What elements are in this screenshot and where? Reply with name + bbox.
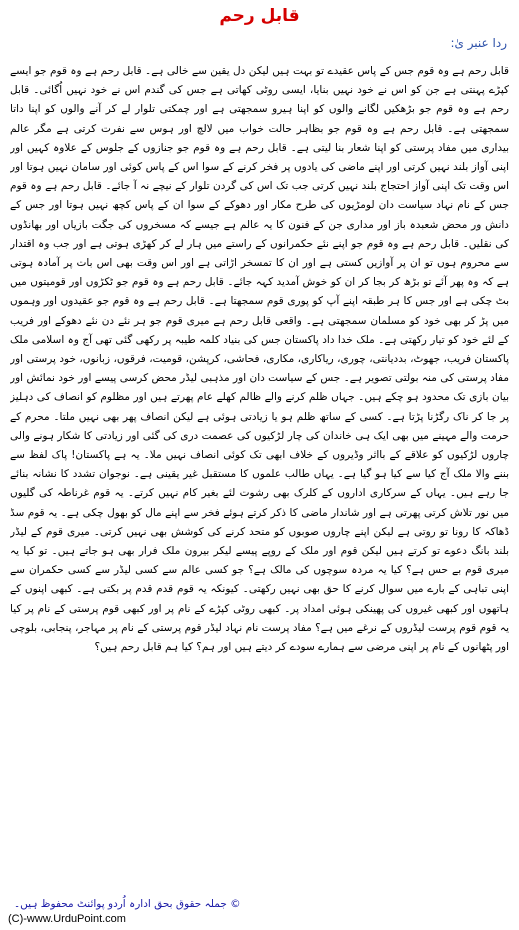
site-credit: (C)-www.UrduPoint.com — [8, 913, 126, 925]
author-name: ردا عنبر یٰ: — [450, 36, 507, 50]
copyright-notice: © جملہ حقوق بحق ادارہ اُردو پوائنٹ محفوظ ہیں۔ — [14, 898, 241, 910]
article-body — [10, 62, 509, 894]
article-paragraph: قابل رحم ہے وہ قوم جس کے پاس عقیدے تو بہت ہیں لیکن دل یقین سے خالی ہے۔ قابل رحم ہے وہ قوم جو ایسے کپڑے پہنتی ہے جن کو اس نے خود نہیں بنایا، ایسی روٹی کھاتی ہے جس کی گندم اس نے خود نہیں اُگائی۔ قابل رحم ہے وہ قوم جو بڑھکیں لگانے والوں کو اپنا ہیرو سمجھتی ہے اور چمکتی تلوار لے کر آنے والوں کو اپنا داتا سمجھتی ہے۔ قابل رحم ہے وہ قوم جو بظاہر حالت خواب میں لالچ اور ہوس سے نفرت کرتی ہے مگر عالم بیداری میں مفاد پرستی کو اپنا شعار بنا لیتی ہے۔ قابل رحم ہے وہ قوم جو جنازوں کے جلوس کے علاوہ کہیں اور اپنی آواز بلند نہیں کرتی اور اپنے ماضی کی یادوں پر فخر کرنے کے سوا اس کے پاس کوئی اور سامان نہیں ہوتا اور اس وقت تک اپنی آواز احتجاج بلند نہیں کرتی جب تک اس کی گردن تلوار کے نیچے نہ آ جائے۔ قابل رحم ہے وہ قوم جس کے نام نہاد سیاست دان لومڑیوں کی طرح مکار اور دھوکے کے سوا ان کے پاس کچھ نہیں ہوتا اور جس کے دانش ور محض شعبدہ باز اور مداری جن کے فنون کا یہ عالم ہے جیسے کہ مسخروں کی جگت بازیاں اور بھانڈوں کی نقلیں۔ قابل رحم ہے وہ قوم جو اپنے نئے حکمرانوں کے راستے میں ہار لے کر کھڑی ہوتی ہے اور جب وہ اقتدار سے محروم ہوں تو ان پر آوازیں کستی ہے اور ان کا تمسخر اڑاتی ہے اور اس وقت بھی اس بات پر آمادہ ہوتی ہے کہ وہ پھر آئے تو بڑھ کر بجا کر ان کو خوش آمدید کہہ جائے۔ قابل رحم ہے وہ قوم جو ٹکڑوں اور قومیتوں میں بٹ چکی ہے اور جس کا ہر طبقہ اپنے آپ کو پوری قوم سمجھتا ہے۔ قابل رحم ہے وہ قوم جو عقیدوں اور وہموں میں پڑ کر بھی خود کو مسلمان سمجھتی ہے۔ واقعی قابل رحم ہے میری قوم جو ہر نئے دن نئے دھوکے اور فریب کے لئے خود کو تیار رکھتی ہے۔ ملک خدا داد پاکستان جس کی بنیاد کلمہ طیبہ پر رکھی گئی تھی آج وہ اسلامی ملک پاکستان فریب، جھوٹ، بددیانتی، چوری، ریاکاری، مکاری، فحاشی، کرپشن، قومیت، فرقوں، زبانوں، خود پرستی اور مفاد پرستی کی منہ بولتی تصویر ہے۔ جس کے سیاست دان اور مذہبی لیڈر محض کرسی پیسے اور خود نمائش اور بیان بازی تک محدود ہو چکے ہیں۔ جہاں ظلم کرنے والے ظالم کھلے عام پھرتے ہیں اور مظلوم کو انصاف کی دہلیز پر جا کر ناک رگڑنا پڑتا ہے۔ کسی کے ساتھ ظلم ہو یا زیادتی ہوئی ہے لیکن انصاف پھر بھی نہیں ملتا۔ محرم کے حرمت والے مہینے میں بھی ایک ہی خاندان کی چار لڑکیوں کی عصمت دری کی گئی اور زیادتی کا شکار ہونے والی چاروں لڑکیوں کو علاقے کے بااثر وڈیروں کے خلاف ابھی تک کوئی انصاف نہیں ملا۔ یہ ہے پاکستان! پاک لفظ سے بننے والا ملک آج کیا سے کیا ہو گیا ہے۔ یہاں طالب علموں کا مستقبل غیر یقینی ہے۔ نوجوان تشدد کا نشانہ بنائے جا رہے ہیں۔ یہاں کے سرکاری اداروں کے کلرک بھی رشوت لئے بغیر کام نہیں کرتے۔ یہ قوم غرناطہ کی گلیوں میں نور تلاش کرتی پھرتی ہے اور شاندار ماضی کا ذکر کرتے ہوئے فخر سے اپنے مال کو بھول چکی ہے۔ یہ قوم سڈ ڈھاکہ کا رونا تو روتی ہے لیکن اپنے چاروں صوبوں کو متحد کرنے کی کوشش بھی نہیں کرتی۔ میری قوم کے لیڈر بلند بانگ دعوے تو کرتے ہیں لیکن قوم اور ملک کے روپے پیسے لیکر بیرون ملک فرار بھی ہو جاتے ہیں۔ تو کیا یہ میری قوم بے حس ہے؟ کیا یہ مردہ سوچوں کی مالک ہے؟ جو کسی عالم سے کسی لیڈر سے کسی حکمران سے اپنی تباہی کے بارے میں سوال کرنے کا حق بھی نہیں رکھتی۔ کیونکہ یہ قوم قدم قدم پر بکتی ہے۔ کبھی اپنوں کے ہاتھوں اور کبھی غیروں کی پھینکی ہوئی امداد پر۔ کبھی روٹی کپڑے کے نام پر اور کبھی قوم پرستی کے نام پر کیا یہ قوم قوم پرست لیڈروں کے نرغے میں ہے؟ مفاد پرست نام نہاد لیڈر قوم پرستی کے نام پر مہاجر، پنجابی، بلوچی اور پٹھانوں کے نام پر اپنی مرضی سے ہمارے سودے کر دیتے ہیں اور ہم؟ کیا ہم قابل رحم ہیں؟ — [10, 65, 509, 654]
article-title: قابل رحم — [219, 6, 300, 26]
